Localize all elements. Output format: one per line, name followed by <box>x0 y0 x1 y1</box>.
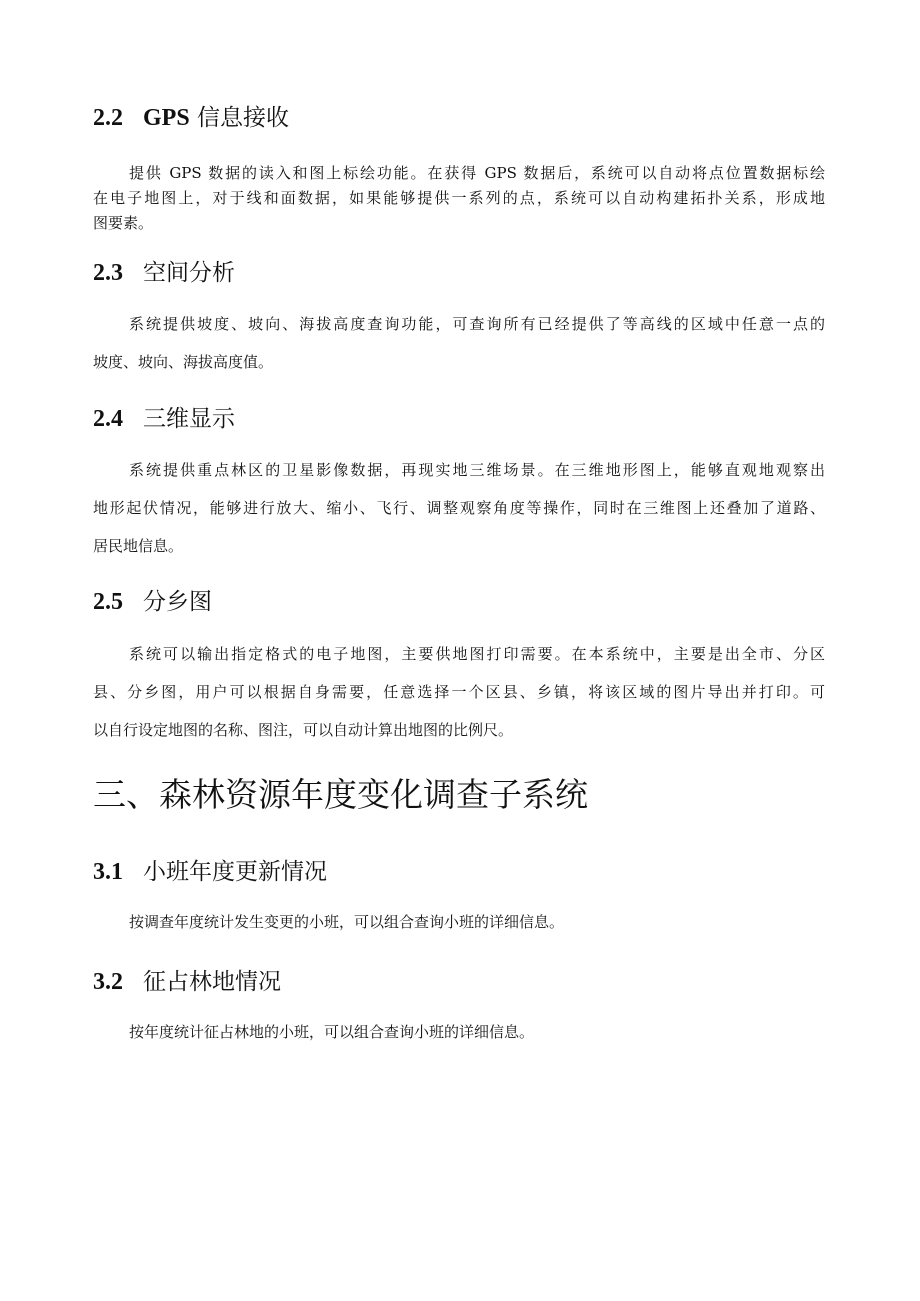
heading-number: 3.2 <box>93 969 123 995</box>
chapter-heading: 三、森林资源年度变化调查子系统 <box>93 775 588 814</box>
heading-number: 3.1 <box>93 859 123 885</box>
paragraph-line: 地形起伏情况，能够进行放大、缩小、飞行、调整观察角度等操作，同时在三维图上还叠加了道路、 <box>93 499 825 517</box>
paragraph-line: 系统可以输出指定格式的电子地图，主要供地图打印需要。在本系统中，主要是出全市、分区 <box>129 645 825 663</box>
heading-title: 分乡图 <box>143 589 212 615</box>
paragraph-line: 图要素。 <box>93 214 154 232</box>
heading-number: 2.4 <box>93 406 123 432</box>
heading-title: 信息接收 <box>189 105 289 131</box>
heading-2-2 <box>93 103 289 133</box>
heading-title: 三维显示 <box>143 406 235 432</box>
paragraph-line: 以自行设定地图的名称、图注，可以自动计算出地图的比例尺。 <box>93 721 514 739</box>
paragraph-line: 坡度、坡向、海拔高度值。 <box>93 353 274 371</box>
heading-title: 小班年度更新情况 <box>143 859 327 885</box>
paragraph-line: 按调查年度统计发生变更的小班，可以组合查询小班的详细信息。 <box>129 913 565 931</box>
heading-number: 2.3 <box>93 260 123 286</box>
paragraph-3-2 <box>93 1013 825 1051</box>
paragraph-line: 县、分乡图，用户可以根据自身需要，任意选择一个区县、乡镇，将该区域的图片导出并打印。可 <box>93 683 825 701</box>
heading-title-latin: GPS <box>143 105 190 131</box>
paragraph-2-5 <box>93 635 825 749</box>
heading-title: 征占林地情况 <box>143 969 281 995</box>
heading-3-2 <box>93 967 281 997</box>
paragraph-line: 按年度统计征占林地的小班，可以组合查询小班的详细信息。 <box>129 1023 535 1041</box>
heading-2-3 <box>93 258 235 288</box>
paragraph-line: 居民地信息。 <box>93 537 184 555</box>
paragraph-2-4 <box>93 451 825 565</box>
paragraph-2-2 <box>93 161 825 236</box>
heading-number: 2.5 <box>93 589 123 615</box>
paragraph-line: 在电子地图上，对于线和面数据，如果能够提供一系列的点，系统可以自动构建拓扑关系，形成地 <box>93 189 825 207</box>
paragraph-line: 系统提供重点林区的卫星影像数据，再现实地三维场景。在三维地形图上，能够直观地观察出 <box>129 461 825 479</box>
paragraph-3-1 <box>93 903 825 941</box>
paragraph-line: 提供 GPS 数据的读入和图上标绘功能。在获得 GPS 数据后，系统可以自动将点位置数据标绘 <box>129 164 825 182</box>
heading-title: 空间分析 <box>143 260 235 286</box>
heading-2-5 <box>93 587 212 617</box>
paragraph-2-3 <box>93 305 825 381</box>
heading-3-1 <box>93 857 327 887</box>
paragraph-line: 系统提供坡度、坡向、海拔高度查询功能，可查询所有已经提供了等高线的区域中任意一点的 <box>129 315 825 333</box>
heading-number: 2.2 <box>93 105 123 131</box>
heading-2-4 <box>93 404 235 434</box>
